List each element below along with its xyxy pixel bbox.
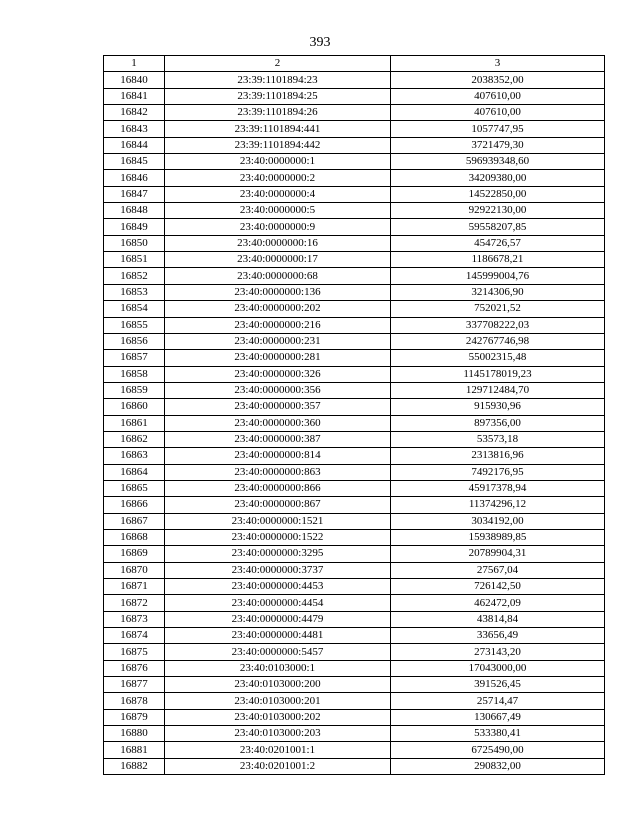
cell-cadastral-number: 23:40:0000000:136 <box>165 284 391 300</box>
cell-cadastral-number: 23:40:0201001:2 <box>165 758 391 774</box>
cell-cadastral-number: 23:40:0000000:326 <box>165 366 391 382</box>
cell-value: 11374296,12 <box>391 497 605 513</box>
table-row <box>104 693 605 709</box>
cell-row-number: 16872 <box>104 595 165 611</box>
column-header-number: 1 <box>104 56 165 72</box>
cell-cadastral-number: 23:40:0201001:1 <box>165 742 391 758</box>
cell-value: 17043000,00 <box>391 660 605 676</box>
cell-cadastral-number: 23:40:0000000:356 <box>165 382 391 398</box>
cell-value: 129712484,70 <box>391 382 605 398</box>
cell-row-number: 16879 <box>104 709 165 725</box>
cell-cadastral-number: 23:40:0000000:863 <box>165 464 391 480</box>
cell-value: 6725490,00 <box>391 742 605 758</box>
cell-row-number: 16861 <box>104 415 165 431</box>
cell-cadastral-number: 23:40:0000000:68 <box>165 268 391 284</box>
cell-value: 337708222,03 <box>391 317 605 333</box>
cell-row-number: 16878 <box>104 693 165 709</box>
table-row <box>104 611 605 627</box>
table-row <box>104 579 605 595</box>
column-header-cadastral-number: 2 <box>165 56 391 72</box>
cell-value: 33656,49 <box>391 628 605 644</box>
cell-cadastral-number: 23:40:0103000:1 <box>165 660 391 676</box>
cell-row-number: 16848 <box>104 203 165 219</box>
cell-cadastral-number: 23:40:0000000:866 <box>165 480 391 496</box>
table-row <box>104 170 605 186</box>
cell-row-number: 16843 <box>104 121 165 137</box>
cell-cadastral-number: 23:39:1101894:26 <box>165 105 391 121</box>
cell-cadastral-number: 23:40:0000000:1 <box>165 154 391 170</box>
cell-row-number: 16856 <box>104 333 165 349</box>
table-row <box>104 186 605 202</box>
cell-cadastral-number: 23:40:0000000:3295 <box>165 546 391 562</box>
cell-row-number: 16857 <box>104 350 165 366</box>
table-row <box>104 268 605 284</box>
cell-row-number: 16874 <box>104 628 165 644</box>
cell-value: 3721479,30 <box>391 137 605 153</box>
cell-row-number: 16845 <box>104 154 165 170</box>
cell-row-number: 16844 <box>104 137 165 153</box>
cell-row-number: 16841 <box>104 88 165 104</box>
cell-row-number: 16880 <box>104 726 165 742</box>
cell-cadastral-number: 23:40:0000000:5 <box>165 203 391 219</box>
cell-value: 407610,00 <box>391 88 605 104</box>
cell-value: 34209380,00 <box>391 170 605 186</box>
table-row <box>104 366 605 382</box>
table-row <box>104 644 605 660</box>
table-row <box>104 235 605 251</box>
cell-row-number: 16873 <box>104 611 165 627</box>
cell-row-number: 16855 <box>104 317 165 333</box>
cell-value: 533380,41 <box>391 726 605 742</box>
table-row <box>104 480 605 496</box>
cell-value: 273143,20 <box>391 644 605 660</box>
cell-row-number: 16869 <box>104 546 165 562</box>
cell-row-number: 16850 <box>104 235 165 251</box>
table-row <box>104 595 605 611</box>
cell-cadastral-number: 23:40:0000000:360 <box>165 415 391 431</box>
cell-row-number: 16864 <box>104 464 165 480</box>
cell-cadastral-number: 23:40:0000000:202 <box>165 301 391 317</box>
cell-value: 7492176,95 <box>391 464 605 480</box>
cell-cadastral-number: 23:40:0000000:1522 <box>165 529 391 545</box>
table-row <box>104 284 605 300</box>
cell-cadastral-number: 23:40:0000000:3737 <box>165 562 391 578</box>
cell-row-number: 16860 <box>104 399 165 415</box>
cell-row-number: 16871 <box>104 579 165 595</box>
cell-cadastral-number: 23:40:0103000:203 <box>165 726 391 742</box>
cell-cadastral-number: 23:40:0000000:867 <box>165 497 391 513</box>
table-row <box>104 562 605 578</box>
cell-value: 2313816,96 <box>391 448 605 464</box>
table-row <box>104 203 605 219</box>
table-row <box>104 105 605 121</box>
table-row <box>104 333 605 349</box>
table-row <box>104 317 605 333</box>
table-row <box>104 219 605 235</box>
table-row <box>104 88 605 104</box>
table-row <box>104 529 605 545</box>
cell-cadastral-number: 23:40:0000000:357 <box>165 399 391 415</box>
cell-row-number: 16881 <box>104 742 165 758</box>
table-row <box>104 497 605 513</box>
cell-value: 2038352,00 <box>391 72 605 88</box>
cell-row-number: 16842 <box>104 105 165 121</box>
cell-cadastral-number: 23:40:0000000:814 <box>165 448 391 464</box>
cell-row-number: 16867 <box>104 513 165 529</box>
cell-value: 242767746,98 <box>391 333 605 349</box>
cell-value: 1057747,95 <box>391 121 605 137</box>
table-row <box>104 742 605 758</box>
cell-cadastral-number: 23:40:0000000:4 <box>165 186 391 202</box>
table-row <box>104 252 605 268</box>
cell-cadastral-number: 23:40:0000000:5457 <box>165 644 391 660</box>
cell-value: 53573,18 <box>391 431 605 447</box>
cell-value: 14522850,00 <box>391 186 605 202</box>
cell-value: 130667,49 <box>391 709 605 725</box>
cell-cadastral-number: 23:40:0000000:9 <box>165 219 391 235</box>
table-row <box>104 72 605 88</box>
cell-row-number: 16876 <box>104 660 165 676</box>
cell-cadastral-number: 23:40:0000000:281 <box>165 350 391 366</box>
table-row <box>104 677 605 693</box>
table-header <box>104 56 605 72</box>
cell-cadastral-number: 23:39:1101894:25 <box>165 88 391 104</box>
table-row <box>104 154 605 170</box>
cell-row-number: 16865 <box>104 480 165 496</box>
cell-cadastral-number: 23:40:0000000:4453 <box>165 579 391 595</box>
cell-cadastral-number: 23:40:0000000:4481 <box>165 628 391 644</box>
cell-value: 596939348,60 <box>391 154 605 170</box>
cell-value: 15938989,85 <box>391 529 605 545</box>
cell-row-number: 16862 <box>104 431 165 447</box>
cell-value: 1145178019,23 <box>391 366 605 382</box>
cell-value: 897356,00 <box>391 415 605 431</box>
cell-row-number: 16851 <box>104 252 165 268</box>
cell-cadastral-number: 23:39:1101894:441 <box>165 121 391 137</box>
cell-cadastral-number: 23:40:0000000:216 <box>165 317 391 333</box>
cell-cadastral-number: 23:40:0103000:200 <box>165 677 391 693</box>
cell-row-number: 16868 <box>104 529 165 545</box>
column-header-value: 3 <box>391 56 605 72</box>
cell-value: 43814,84 <box>391 611 605 627</box>
cell-value: 462472,09 <box>391 595 605 611</box>
table-row <box>104 350 605 366</box>
cell-row-number: 16870 <box>104 562 165 578</box>
cell-cadastral-number: 23:40:0000000:1521 <box>165 513 391 529</box>
table-row <box>104 628 605 644</box>
cell-row-number: 16882 <box>104 758 165 774</box>
cell-value: 3214306,90 <box>391 284 605 300</box>
cell-value: 45917378,94 <box>391 480 605 496</box>
cell-value: 407610,00 <box>391 105 605 121</box>
cell-cadastral-number: 23:39:1101894:442 <box>165 137 391 153</box>
cell-value: 27567,04 <box>391 562 605 578</box>
table-row <box>104 464 605 480</box>
cell-value: 92922130,00 <box>391 203 605 219</box>
cell-cadastral-number: 23:40:0103000:202 <box>165 709 391 725</box>
cell-row-number: 16847 <box>104 186 165 202</box>
cell-value: 59558207,85 <box>391 219 605 235</box>
header-row <box>104 56 605 72</box>
cell-value: 290832,00 <box>391 758 605 774</box>
cell-row-number: 16875 <box>104 644 165 660</box>
table-row <box>104 448 605 464</box>
cell-cadastral-number: 23:40:0000000:17 <box>165 252 391 268</box>
cell-row-number: 16859 <box>104 382 165 398</box>
cell-value: 752021,52 <box>391 301 605 317</box>
registry-table <box>103 55 605 775</box>
table-row <box>104 399 605 415</box>
cell-value: 726142,50 <box>391 579 605 595</box>
table-row <box>104 758 605 774</box>
table-row <box>104 382 605 398</box>
cell-value: 391526,45 <box>391 677 605 693</box>
table-row <box>104 660 605 676</box>
cell-row-number: 16840 <box>104 72 165 88</box>
table-row <box>104 546 605 562</box>
table-row <box>104 137 605 153</box>
cell-cadastral-number: 23:39:1101894:23 <box>165 72 391 88</box>
cell-value: 915930,96 <box>391 399 605 415</box>
cell-row-number: 16854 <box>104 301 165 317</box>
cell-value: 55002315,48 <box>391 350 605 366</box>
cell-row-number: 16866 <box>104 497 165 513</box>
table-row <box>104 513 605 529</box>
table-row <box>104 726 605 742</box>
cell-value: 20789904,31 <box>391 546 605 562</box>
cell-row-number: 16849 <box>104 219 165 235</box>
cell-row-number: 16858 <box>104 366 165 382</box>
cell-row-number: 16846 <box>104 170 165 186</box>
page-number: 393 <box>309 35 331 50</box>
cell-value: 25714,47 <box>391 693 605 709</box>
table-row <box>104 301 605 317</box>
table-row <box>104 415 605 431</box>
cell-row-number: 16877 <box>104 677 165 693</box>
cell-cadastral-number: 23:40:0000000:2 <box>165 170 391 186</box>
cell-cadastral-number: 23:40:0000000:231 <box>165 333 391 349</box>
cell-cadastral-number: 23:40:0000000:4479 <box>165 611 391 627</box>
cell-cadastral-number: 23:40:0000000:387 <box>165 431 391 447</box>
cell-row-number: 16863 <box>104 448 165 464</box>
cell-row-number: 16853 <box>104 284 165 300</box>
table-row <box>104 121 605 137</box>
cell-value: 145999004,76 <box>391 268 605 284</box>
table-row <box>104 709 605 725</box>
cell-value: 1186678,21 <box>391 252 605 268</box>
table-row <box>104 431 605 447</box>
cell-cadastral-number: 23:40:0103000:201 <box>165 693 391 709</box>
cell-cadastral-number: 23:40:0000000:4454 <box>165 595 391 611</box>
cell-value: 3034192,00 <box>391 513 605 529</box>
cell-row-number: 16852 <box>104 268 165 284</box>
cell-cadastral-number: 23:40:0000000:16 <box>165 235 391 251</box>
table-body <box>104 72 605 775</box>
cell-value: 454726,57 <box>391 235 605 251</box>
